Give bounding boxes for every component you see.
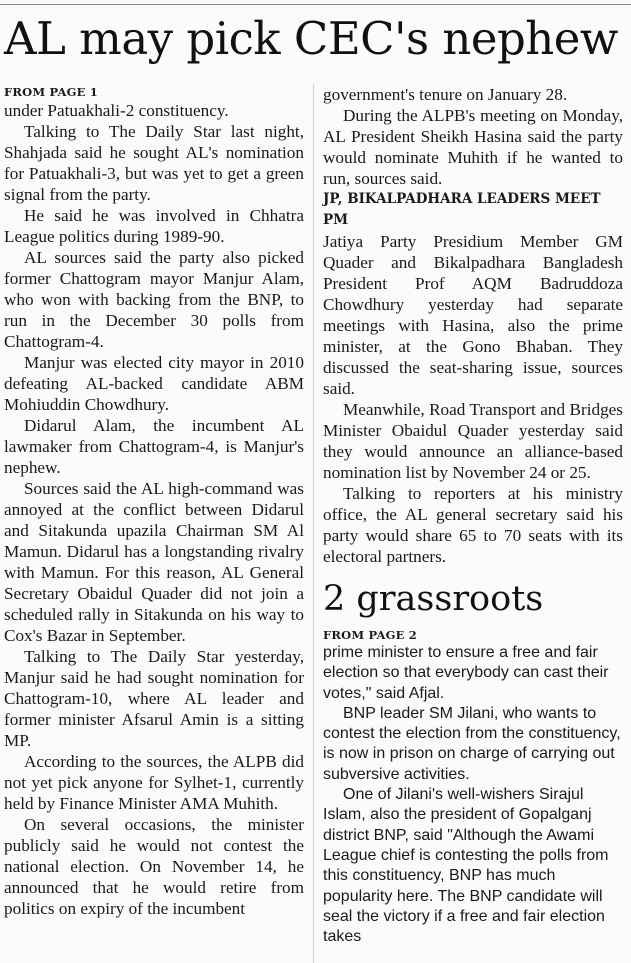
paragraph: He said he was involved in Chhatra League politics during 1989-90. <box>4 206 304 246</box>
page-headline: AL may pick CEC's nephew <box>4 12 618 65</box>
paragraph: During the ALPB's meeting on Monday, AL President Sheikh Hasina said the party would nominate Muhith if he wanted to run, sources said. <box>323 106 623 188</box>
paragraph: Talking to The Daily Star last night, Shahjada said he sought AL's nomination for Patuakhali-3, but was yet to get a green signal from the party. <box>4 122 304 204</box>
paragraph: According to the sources, the ALPB did not yet pick anyone for Sylhet-1, currently held by Finance Minister AMA Muhith. <box>4 752 304 813</box>
paragraph: Sources said the AL high-command was annoyed at the conflict between Didarul and Sitakunda upazila Chairman SM Al Mamun. Didarul has a longstanding rivalry with Mamun. For this reason, AL General Secretary Obaidul Quader did not join a scheduled rally in Sitakunda on his way to Cox's Bazar in September. <box>4 479 304 645</box>
paragraph: Didarul Alam, the incumbent AL lawmaker from Chattogram-4, is Manjur's nephew. <box>4 416 304 477</box>
from-page-label: FROM PAGE 2 <box>323 628 417 642</box>
paragraph: Meanwhile, Road Transport and Bridges Minister Obaidul Quader yesterday said they would announce an alliance-based nomination list by November 24 or 25. <box>323 400 623 482</box>
column-divider <box>313 84 314 963</box>
paragraph: One of Jilani's well-wishers Sirajul Islam, also the president of Gopalganj district BNP, said "Although the Awami League chief is contesting the polls from this constituency, BNP has much popularity here. The BNP candidate will seal the victory if a free and fair election takes <box>323 786 609 946</box>
second-article-headline: 2 grassroots <box>323 579 544 619</box>
right-column <box>323 84 623 947</box>
top-rule <box>0 4 631 5</box>
paragraph: On several occasions, the minister publicly said he would not contest the national election. On November 14, he announced that he would retire from politics on expiry of the incumbent <box>4 815 304 918</box>
second-article-body <box>323 643 623 947</box>
paragraph: Talking to The Daily Star yesterday, Manjur said he had sought nomination for Chattogram-10, where AL leader and former minister Afsarul Amin is a sitting MP. <box>4 647 304 750</box>
paragraph: Talking to reporters at his ministry office, the AL general secretary said his party would share 65 to 70 seats with its electoral partners. <box>323 484 623 566</box>
paragraph: under Patuakhali-2 constituency. <box>4 101 229 120</box>
paragraph: government's tenure on January 28. <box>323 85 568 104</box>
subhead: JP, BIKALPADHARA LEADERS MEET PM <box>323 191 601 228</box>
paragraph: prime minister to ensure a free and fair election so that everybody can cast their votes," said Afjal. <box>323 644 609 702</box>
paragraph: BNP leader SM Jilani, who wants to contest the election from the constituency, is now in prison on charge of carrying out subversive activities. <box>323 704 621 783</box>
paragraph: AL sources said the party also picked former Chattogram mayor Manjur Alam, who won with backing from the BNP, to run in the December 30 polls from Chattogram-4. <box>4 248 304 351</box>
left-column <box>4 84 304 919</box>
paragraph: Manjur was elected city mayor in 2010 defeating AL-backed candidate ABM Mohiuddin Chowdhury. <box>4 353 304 414</box>
paragraph: Jatiya Party Presidium Member GM Quader and Bikalpadhara Bangladesh President Prof AQM Badruddoza Chowdhury yesterday had separate meetings with Hasina, also the prime minister, at the Gono Bhaban. They discussed the seat-sharing issue, sources said. <box>323 232 623 398</box>
from-page-label: FROM PAGE 1 <box>4 85 98 99</box>
